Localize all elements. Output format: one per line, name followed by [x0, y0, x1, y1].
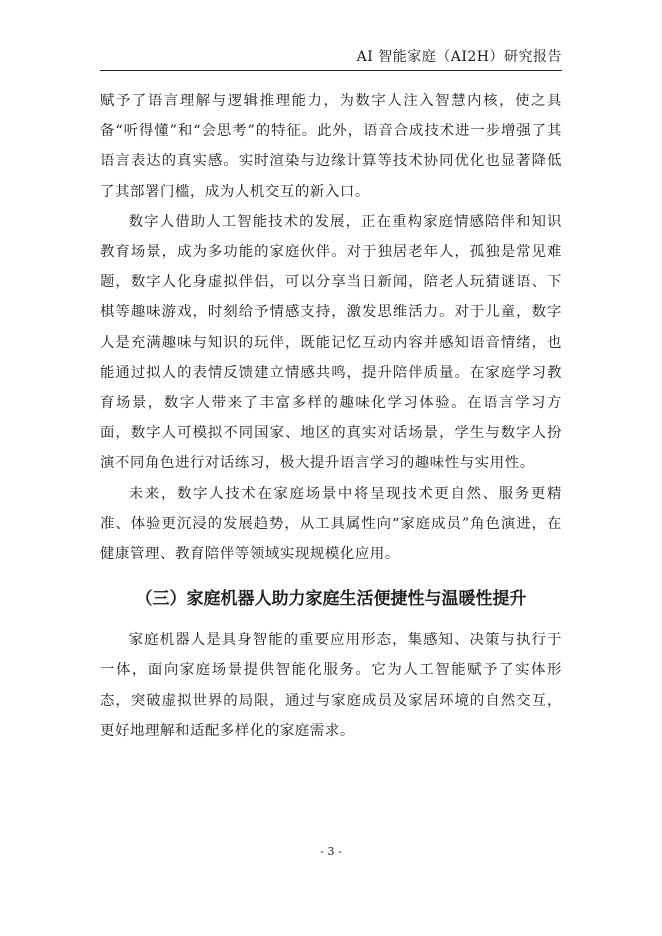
page-header	[100, 40, 562, 71]
paragraph-3: 未来，数字人技术在家庭场景中将呈现技术更自然、服务更精准、体验更沉浸的发展趋势，从工具属性向“家庭成员”角色演进，在健康管理、教育陪伴等领域实现规模化应用。	[100, 485, 562, 563]
report-title: AI 智能家庭（AI2H）研究报告	[356, 49, 562, 65]
section-heading: （三）家庭机器人助力家庭生活便捷性与温暖性提升	[135, 589, 527, 610]
page-content	[100, 86, 562, 746]
paragraph-4: 家庭机器人是具身智能的重要应用形态，集感知、决策与执行于一体，面向家庭场景提供智能化服务。它为人工智能赋予了实体形态，突破虚拟世界的局限，通过与家庭成员及家居环境的自然交互，更好地理解和适配多样化的家庭需求。	[100, 632, 562, 739]
paragraph-2: 数字人借助人工智能技术的发展，正在重构家庭情感陪伴和知识教育场景，成为多功能的家庭伙伴。对于独居老年人，孤独是常见难题，数字人化身虚拟伴侣，可以分享当日新闻，陪老人玩猜谜语、下棋等趣味游戏，时刻给予情感支持，激发思维活力。对于儿童，数字人是充满趣味与知识的玩伴，既能记忆互动内容并感知语音情绪，也能通过拟人的表情反馈建立情感共鸣，提升陪伴质量。在家庭学习教育场景，数字人带来了丰富多样的趣味化学习体验。在语言学习方面，数字人可模拟不同国家、地区的真实对话场景，学生与数字人扮演不同角色进行对话练习，极大提升语言学习的趣味性与实用性。	[100, 213, 562, 472]
page-number: - 3 -	[320, 845, 342, 858]
paragraph-1: 赋予了语言理解与逻辑推理能力，为数字人注入智慧内核，使之具备“听得懂”和“会思考”的特征。此外，语音合成技术进一步增强了其语言表达的真实感。实时渲染与边缘计算等技术协同优化也显著降低了其部署门槛，成为人机交互的新入口。	[100, 93, 562, 200]
